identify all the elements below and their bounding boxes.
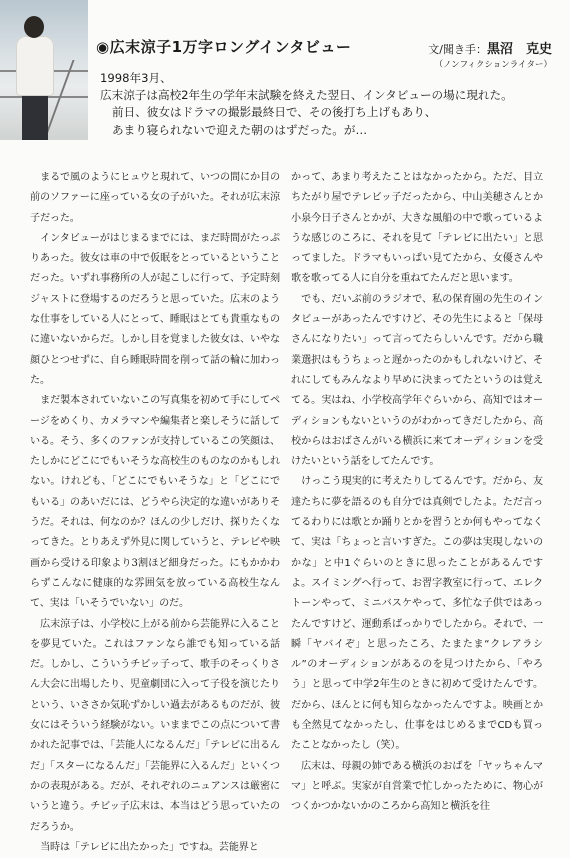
person-head	[24, 16, 44, 38]
body-column-left	[30, 168, 280, 853]
lead-line: 広末涼子は高校2年生の学年末試験を終えた翌日、インタビューの場に現れた。	[100, 88, 513, 103]
body-paragraph: まるで風のようにヒュウと現れて、いつの間にか目の前のソファーに座っている女の子がいた。それが広末涼子だった。	[30, 172, 280, 224]
lead-line: 前日、彼女はドラマの撮影最終日で、その後打ち上げもあり、	[112, 105, 437, 120]
body-paragraph: 当時は「テレビに出たかった」ですね。芸能界と	[40, 841, 259, 853]
body-paragraph: 広末は、母親の姉である横浜のおばを「ヤッちゃんママ」と呼ぶ。実家が自営業で忙しかったために、物心がつくかつかないかのころから高知と横浜を往	[291, 760, 543, 813]
article-title: ◉広末涼子1万字ロングインタビュー	[96, 38, 352, 56]
body-paragraph: でも、だいぶ前のラジオで、私の保育園の先生のインタビューがあったんですけど、その先生によると「保母さんになりたい」って言ってたらしいんです。だから職業選択はもうちょっと遅かったのかもしれないけど、それにしてもみんなより早めに決まってたというのは覚えてる。実はね、小学校高学年ぐらいから、高知ではオーディションもないというのがわかってきだしたから、高校からはおばさんがいる横浜に来てオーディションを受けたいという話をしてたんです。	[291, 293, 543, 468]
lead-line: 1998年3月、	[100, 71, 172, 85]
cover-photo	[0, 0, 88, 140]
body-paragraph: インタビューがはじまるまでには、まだ時間がたっぷりあった。彼女は車の中で仮眠をとっているということだった。いずれ事務所の人が起こしに行って、予定時刻ジャストに登場するのだろうと思っていた。広末のような仕事をしている人にとって、睡眠はとても貴重なものに違いないからだ。しかし目を覚ました彼女は、いやな顔ひとつせずに、自ら睡眠時間を削って話の輪に加わった。	[30, 232, 280, 386]
body-paragraph: けっこう現実的に考えたりしてるんです。だから、友達たちに夢を語るのも自分では真剣でしたよ。ただ言ってるわりには歌とか踊りとかを習うとか何もやってなくて、実は「ちょっと言いすぎた。この夢は実現しないのかな」と中1ぐらいのときに思ったことがあるんですよ。スイミングへ行って、お習字教室に行って、エレクトーンやって、ミニバスケやって、多忙な子供ではあったんですけど、運動系ばっかりでしたから。それで、一瞬「ヤバイぞ」と思ったころ、たまたま“クレアラシル”のオーディションがあるのを見つけたから、「やろう」と思って中学2年生のときに初めて受けたんです。だから、ほんとに何も知らなかったんですよ。映画とかも全然見てなかったし、仕事をはじめるまでCDも買ったことなかったし（笑）。	[291, 476, 543, 752]
byline-affiliation: （ノンフィクションライター）	[434, 60, 552, 70]
byline-role: 文/聞き手：	[428, 43, 487, 56]
byline-name: 黒沼 克史	[486, 42, 552, 57]
body-paragraph: まだ製本されていないこの写真集を初めて手にしてページをめくり、カメラマンや編集者と楽しそうに話している。そう、多くのファンが支持しているこの笑顔は、たしかにどこにでもいそうな高校生のものなのかもしれない。けれども、「どこにでもいそうな」と「どこにでもいる」のあいだには、どうやら決定的な違いがありそうだ。それは、何なのか？ほんの少しだけ、探りたくなってきた。とりあえず外見に関していうと、テレビや映画から受ける印象より3割ほど細身だった。にもかかわらずこんなに健康的な雰囲気を放っている高校生なんて、実は「いそうでいない」のだ。	[30, 395, 280, 610]
body-paragraph: 広末涼子は、小学校に上がる前から芸能界に入ることを夢見ていた。これはファンなら誰でも知っている話だ。しかし、こういうチビッ子って、歌手のそっくりさん大会に出場したり、児童劇団に入って子役を演じたりという、いささか気恥ずかしい過去があるものだが、彼女にはそういう経験がない。いままでこの点について書かれた記事では、「芸能人になるんだ」「テレビに出るんだ」「スターになるんだ」「芸能界に入るんだ」といくつかの表現がある。だが、それぞれのニュアンスは厳密にいうと違う。チビッ子広末は、本当はどう思っていたのだろうか。	[30, 618, 280, 833]
body-paragraph: かって、あまり考えたことはなかったから。ただ、目立ちたがり屋でテレビッ子だったから、中山美穂さんとか小泉今日子さんとかが、大きな風船の中で歌っているような感じのころに、それを見て「テレビに出たい」と思ってました。ドラマもいっぱい見てたから、女優さんや歌を歌ってる人に自分を重ねてたんだと思います。	[291, 172, 543, 285]
person-legs	[22, 94, 48, 140]
lead-line: あまり寝られないで迎えた朝のはずだった。が…	[112, 122, 368, 137]
byline	[428, 38, 552, 70]
lead-text	[100, 70, 555, 139]
person-body	[16, 36, 54, 96]
body-column-right	[291, 168, 543, 813]
